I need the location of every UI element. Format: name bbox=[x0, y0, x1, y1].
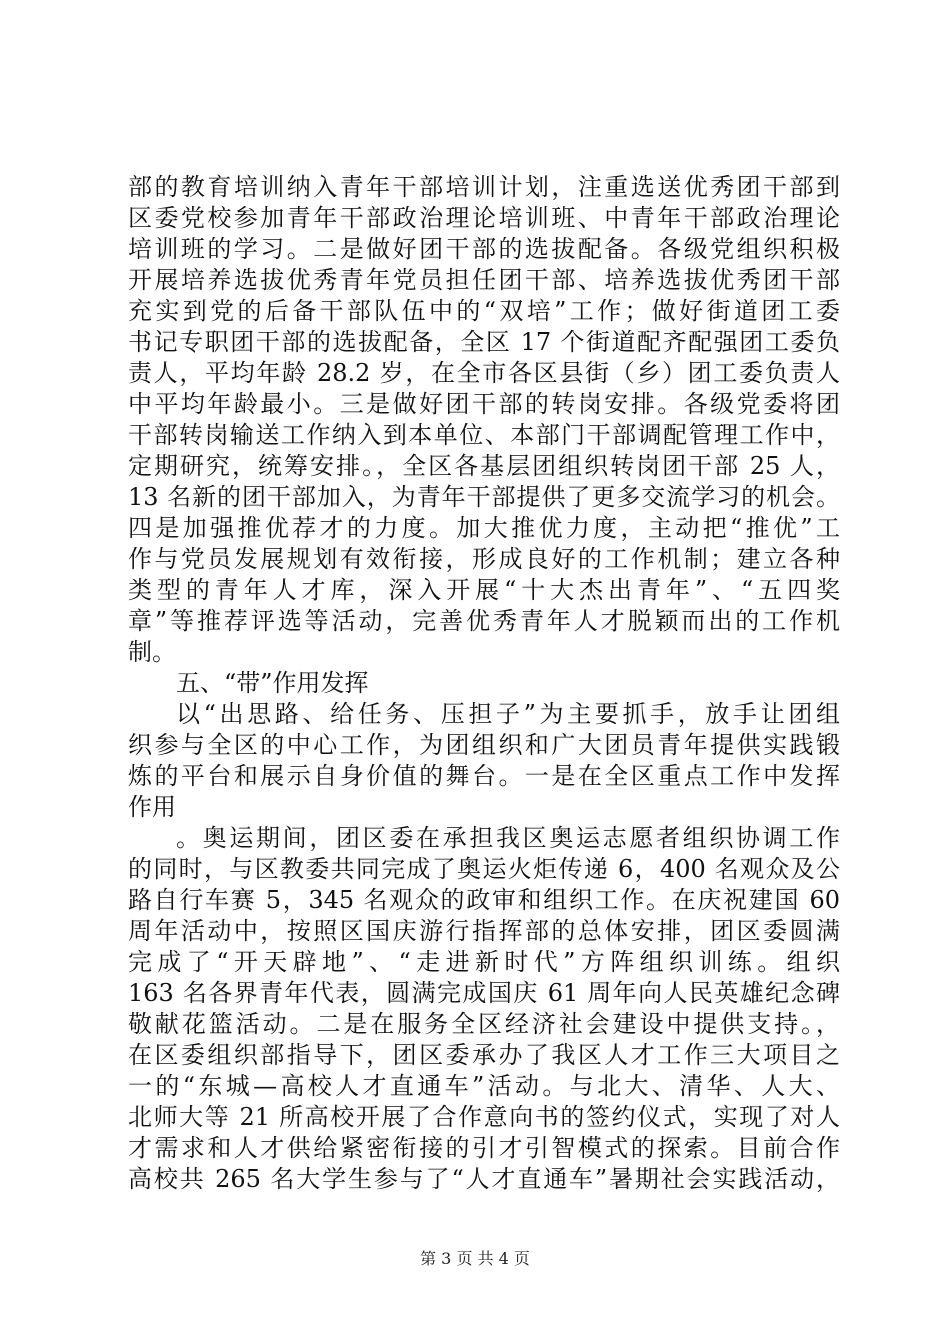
text-line: 制。 bbox=[128, 638, 176, 666]
text-line: 以“出思路、给任务、压担子”为主要抓手，放手让团组 bbox=[176, 700, 840, 728]
text-line: 类型的青年人才库，深入开展“十大杰出青年”、“五四奖 bbox=[128, 576, 840, 604]
text-line: 开展培养选拔优秀青年党员担任团干部、培养选拔优秀团干部 bbox=[128, 266, 840, 294]
text-line: 五、“带”作用发挥 bbox=[176, 669, 369, 697]
text-line: 周年活动中，按照区国庆游行指挥部的总体安排，团区委圆满 bbox=[128, 917, 840, 945]
text-line: 章”等推荐评选等活动，完善优秀青年人才脱颖而出的工作机 bbox=[128, 607, 840, 635]
text-line: 部的教育培训纳入青年干部培训计划，注重选送优秀团干部到 bbox=[128, 173, 840, 201]
text-line: 四是加强推优荐才的力度。加大推优力度，主动把“推优”工 bbox=[128, 514, 840, 542]
text-line: 作用 bbox=[128, 793, 176, 821]
text-line: 织参与全区的中心工作，为团组织和广大团员青年提供实践锻 bbox=[128, 731, 840, 759]
text-line: 干部转岗输送工作纳入到本单位、本部门干部调配管理工作中， bbox=[128, 421, 840, 449]
text-line: 作与党员发展规划有效衔接，形成良好的工作机制；建立各种 bbox=[128, 545, 840, 573]
text-line: 完成了“开天辟地”、“走进新时代”方阵组织训练。组织 bbox=[128, 948, 840, 976]
text-line: 北师大等 21 所高校开展了合作意向书的签约仪式，实现了对人 bbox=[128, 1103, 840, 1131]
text-line: 13 名新的团干部加入，为青年干部提供了更多交流学习的机会。 bbox=[128, 483, 840, 511]
text-line: 充实到党的后备干部队伍中的“双培”工作；做好街道团工委 bbox=[128, 297, 840, 325]
text-line: 培训班的学习。二是做好团干部的选拔配备。各级党组织积极 bbox=[128, 235, 840, 263]
text-line: 责人，平均年龄 28.2 岁，在全市各区县街（乡）团工委负责人 bbox=[128, 359, 840, 387]
text-line: 一的“东城—高校人才直通车”活动。与北大、清华、人大、 bbox=[128, 1072, 840, 1100]
text-line: 路自行车赛 5，345 名观众的政审和组织工作。在庆祝建国 60 bbox=[128, 886, 840, 914]
text-line: 区委党校参加青年干部政治理论培训班、中青年干部政治理论 bbox=[128, 204, 840, 232]
text-line: 中平均年龄最小。三是做好团干部的转岗安排。各级党委将团 bbox=[128, 390, 840, 418]
text-line: 。奥运期间，团区委在承担我区奥运志愿者组织协调工作 bbox=[176, 824, 840, 852]
text-line: 定期研究，统筹安排。，全区各基层团组织转岗团干部 25 人， bbox=[128, 452, 840, 480]
text-line: 在区委组织部指导下，团区委承办了我区人才工作三大项目之 bbox=[128, 1041, 840, 1069]
text-line: 书记专职团干部的选拔配备，全区 17 个街道配齐配强团工委负 bbox=[128, 328, 840, 356]
text-line: 炼的平台和展示自身价值的舞台。一是在全区重点工作中发挥 bbox=[128, 762, 840, 790]
document-body bbox=[128, 172, 840, 1195]
text-line: 163 名各界青年代表，圆满完成国庆 61 周年向人民英雄纪念碑 bbox=[128, 979, 840, 1007]
page-footer: 第 3 页 共 4 页 bbox=[420, 1249, 530, 1268]
text-line: 才需求和人才供给紧密衔接的引才引智模式的探索。目前合作 bbox=[128, 1134, 840, 1162]
text-line: 高校共 265 名大学生参与了“人才直通车”暑期社会实践活动， bbox=[128, 1165, 840, 1193]
text-line: 敬献花篮活动。二是在服务全区经济社会建设中提供支持。， bbox=[128, 1010, 840, 1038]
text-line: 的同时，与区教委共同完成了奥运火炬传递 6，400 名观众及公 bbox=[128, 855, 840, 883]
